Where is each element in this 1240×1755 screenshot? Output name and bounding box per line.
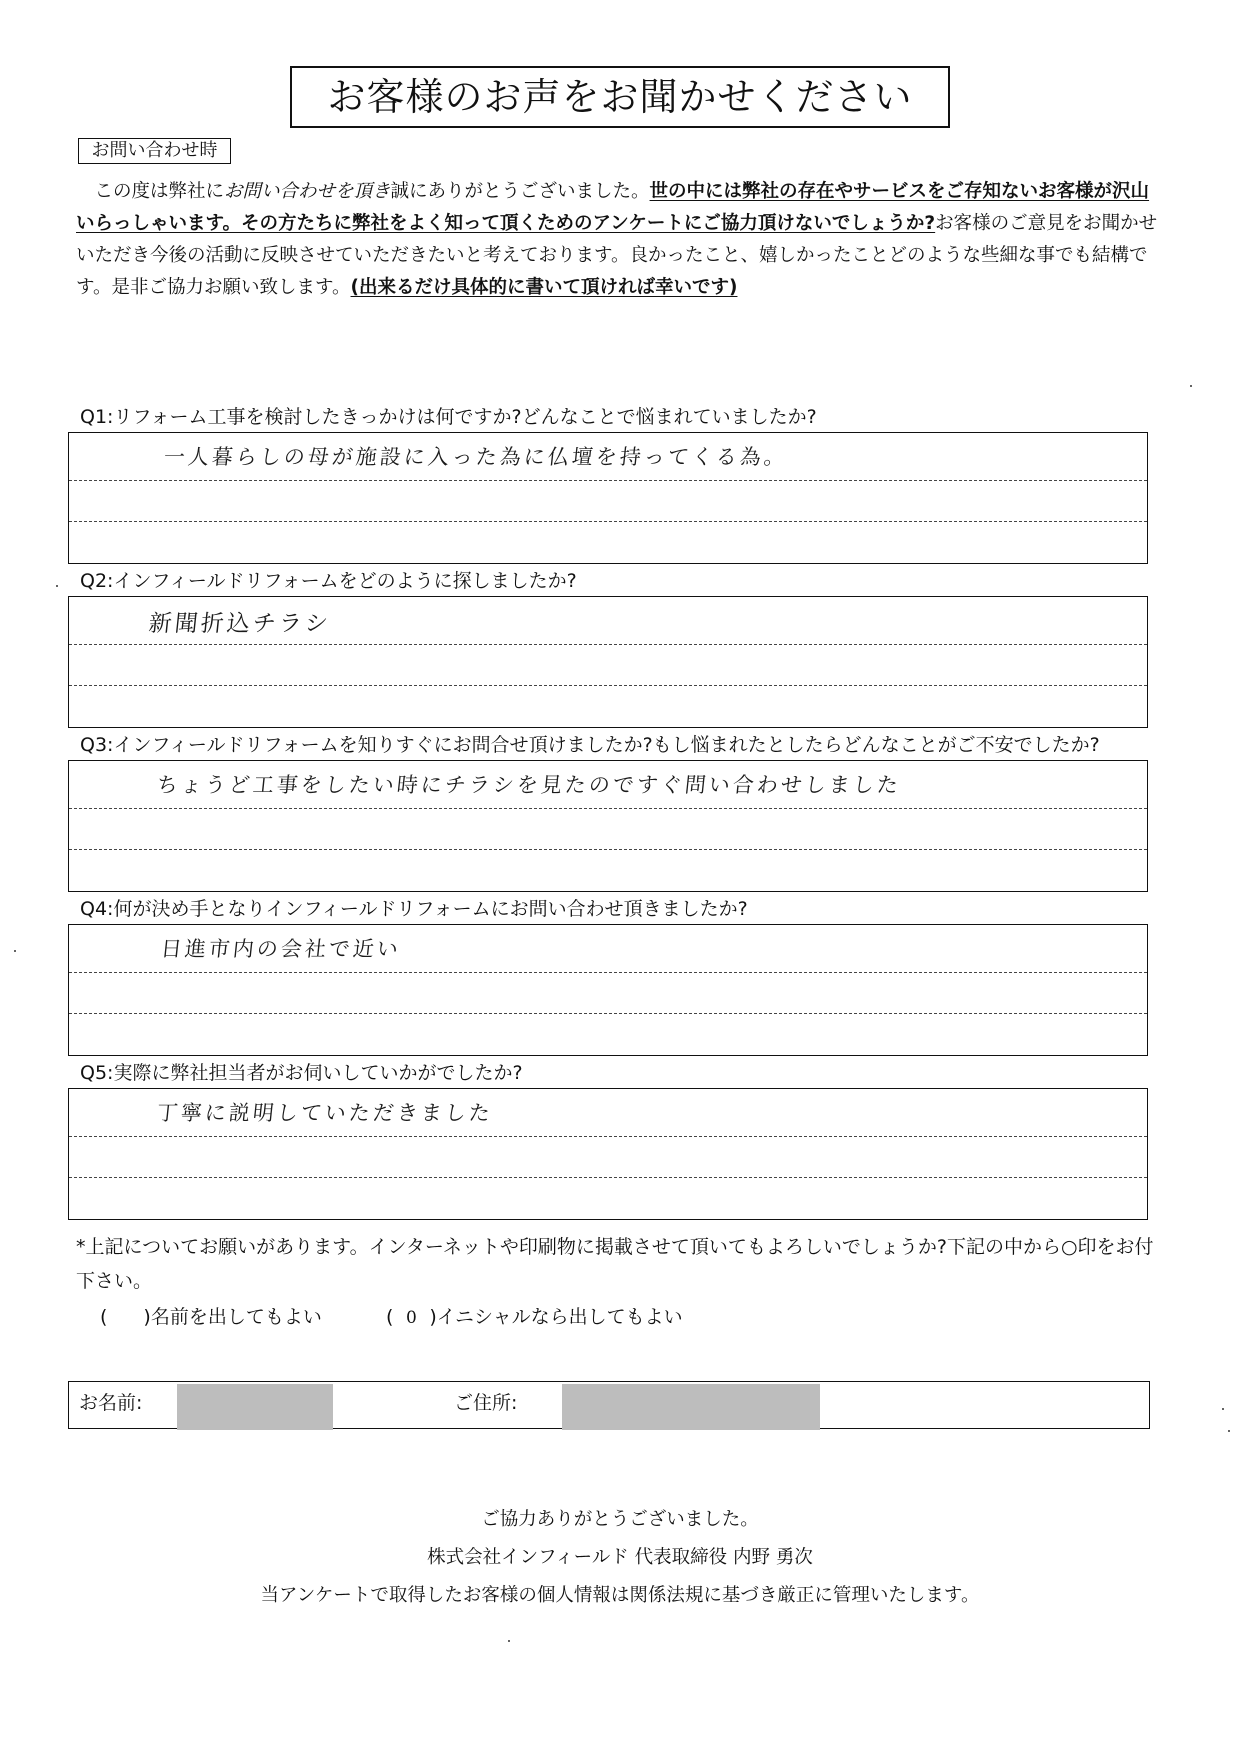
- answer-5-text: 丁寧に説明していただきました: [155, 1101, 495, 1125]
- answer-box-2: [68, 596, 1148, 728]
- intro-text-5: お客様のご意見をお聞かせいただき今後の活動に反映させていただきたいと考えております。良かったこと、嬉しかったことどのような些細な事でも結構です。是非ご協力お願い致します。: [76, 213, 1158, 298]
- question-2-label: Q2:インフィールドリフォームをどのように探しましたか?: [80, 570, 577, 592]
- close-paren: ): [143, 1306, 151, 1328]
- answer-rule: [69, 644, 1147, 645]
- answer-box-5: [68, 1088, 1148, 1220]
- consent-initial-option[interactable]: [386, 1306, 683, 1328]
- question-4-label: Q4:何が決め手となりインフィールドリフォームにお問い合わせ頂きましたか?: [80, 898, 748, 920]
- answer-rule: [69, 849, 1147, 850]
- consent-initial-mark: 0: [405, 1308, 417, 1328]
- scan-speck: [1190, 385, 1192, 387]
- answer-rule: [69, 1177, 1147, 1178]
- intro-paragraph: [76, 176, 1166, 304]
- intro-text-2: お問い合わせを頂き: [224, 181, 391, 202]
- scan-speck: [1222, 1408, 1224, 1410]
- answer-box-4: [68, 924, 1148, 1056]
- answer-rule: [69, 480, 1147, 481]
- survey-title: お客様のお声をお聞かせください: [290, 66, 950, 128]
- footer-company: 株式会社インフィールド 代表取締役 内野 勇次: [427, 1547, 813, 1568]
- answer-rule: [69, 685, 1147, 686]
- address-redaction: [562, 1384, 820, 1430]
- section-label: お問い合わせ時: [78, 138, 231, 164]
- answer-1-text: 一人暮らしの母が施設に入った為に仏壇を持ってくる為。: [162, 445, 790, 469]
- question-3-label: Q3:インフィールドリフォームを知りすぐにお問合せ頂けましたか?もし悩まれたとしたらどんなことがご不安でしたか?: [80, 734, 1100, 756]
- answer-box-1: [68, 432, 1148, 564]
- contact-box: [68, 1381, 1150, 1429]
- intro-text-3: 誠にありがとうございました。: [390, 181, 650, 202]
- scan-speck: [56, 585, 58, 587]
- answer-rule: [69, 972, 1147, 973]
- answer-3-text: ちょうど工事をしたい時にチラシを見たのですぐ問い合わせしました: [155, 773, 903, 797]
- address-label: ご住所:: [454, 1392, 518, 1414]
- consent-initial-label: イニシャルなら出してもよい: [436, 1306, 683, 1328]
- question-1-label: Q1:リフォーム工事を検討したきっかけは何ですか?どんなことで悩まれていましたか?: [80, 406, 817, 428]
- open-paren: (: [385, 1306, 394, 1328]
- answer-2-text: 新聞折込チラシ: [147, 611, 333, 637]
- name-redaction: [177, 1384, 333, 1430]
- scan-speck: [14, 950, 16, 952]
- answer-rule: [69, 1136, 1147, 1137]
- answer-rule: [69, 1013, 1147, 1014]
- consent-options: [100, 1302, 683, 1329]
- scan-speck: [1228, 1430, 1230, 1432]
- intro-text-1: この度は弊社に: [94, 181, 225, 202]
- answer-rule: [69, 808, 1147, 809]
- answer-4-text: 日進市内の会社で近い: [159, 937, 403, 961]
- name-label: お名前:: [79, 1392, 143, 1414]
- intro-emphasis: 世の中には弊社の存在やサービスをご存知ないお客様が沢山いらっしゃいます。その方たちに弊社をよく知って頂くためのアンケートにご協力頂けないでしょうか?: [76, 181, 1150, 234]
- close-paren: ): [429, 1306, 437, 1328]
- footer-thanks: ご協力ありがとうございました。: [481, 1509, 759, 1530]
- question-5-label: Q5:実際に弊社担当者がお伺いしていかがでしたか?: [80, 1062, 523, 1084]
- open-paren: (: [100, 1306, 108, 1328]
- scan-speck: [508, 1640, 510, 1642]
- intro-request: (出来るだけ具体的に書いて頂ければ幸いです): [350, 277, 738, 298]
- answer-rule: [69, 521, 1147, 522]
- footer-privacy: 当アンケートで取得したお客様の個人情報は関係法規に基づき厳正に管理いたします。: [260, 1585, 980, 1606]
- answer-box-3: [68, 760, 1148, 892]
- consent-name-option[interactable]: [100, 1306, 328, 1328]
- consent-name-label: 名前を出してもよい: [150, 1306, 322, 1328]
- publication-request-note: *上記についてお願いがあります。インターネットや印刷物に掲載させて頂いてもよろしいでしょうか?下記の中から○印をお付下さい。: [76, 1236, 1154, 1292]
